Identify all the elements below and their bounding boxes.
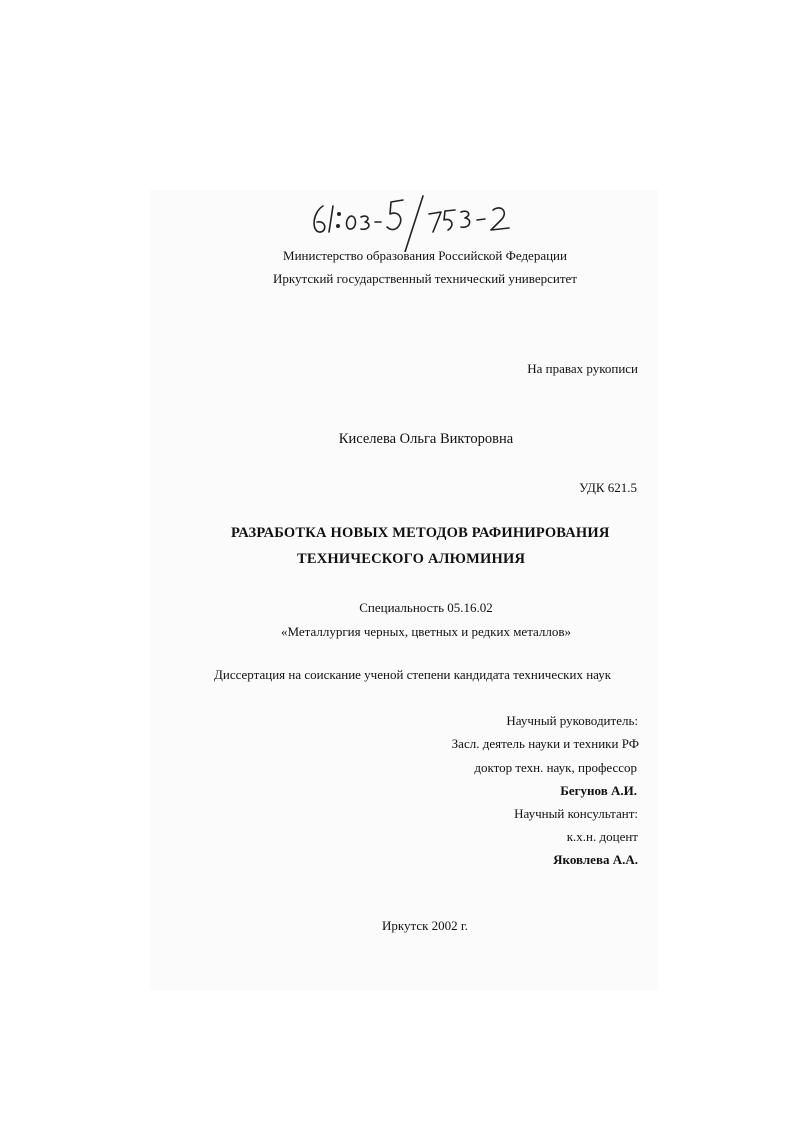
scanned-page-area bbox=[150, 190, 658, 990]
manuscript-note: На правах рукописи bbox=[527, 361, 638, 376]
consultant-name: Яковлева А.А. bbox=[553, 852, 638, 867]
author-name: Киселева Ольга Викторовна bbox=[338, 431, 514, 447]
dissertation-line: Диссертация на соискание ученой степени кандидата технических наук bbox=[214, 667, 612, 682]
ministry-line: Министерство образования Российской Федерации bbox=[283, 248, 567, 263]
handwritten-archive-code bbox=[305, 192, 535, 252]
supervisor-label: Научный руководитель: bbox=[506, 713, 638, 728]
supervisor-rank-1: Засл. деятель науки и техники РФ bbox=[451, 736, 639, 751]
consultant-rank: к.х.н. доцент bbox=[566, 829, 638, 844]
university-line: Иркутский государственный технический университет bbox=[273, 271, 577, 286]
title-line-2: ТЕХНИЧЕСКОГО АЛЮМИНИЯ bbox=[297, 551, 526, 567]
place-year: Иркутск 2002 г. bbox=[381, 918, 469, 933]
specialty-name: «Металлургия черных, цветных и редких металлов» bbox=[280, 624, 572, 639]
supervisor-name: Бегунов А.И. bbox=[560, 783, 637, 798]
specialty-code: Специальность 05.16.02 bbox=[359, 600, 493, 615]
supervisor-rank-2: доктор техн. наук, профессор bbox=[474, 760, 637, 775]
consultant-label: Научный консультант: bbox=[514, 806, 638, 821]
udc-code: УДК 621.5 bbox=[579, 480, 637, 495]
title-line-1: РАЗРАБОТКА НОВЫХ МЕТОДОВ РАФИНИРОВАНИЯ bbox=[231, 525, 610, 541]
